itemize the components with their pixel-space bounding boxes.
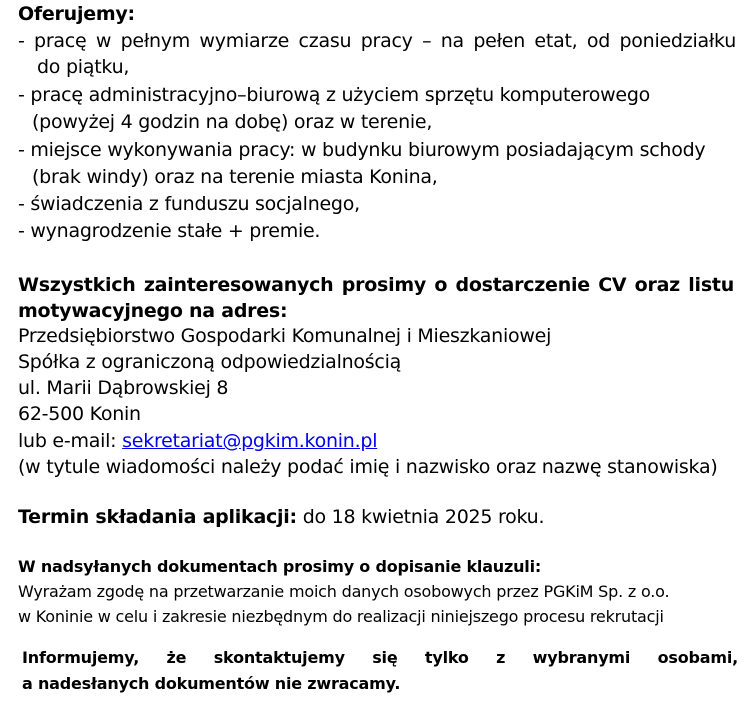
offer-heading: Oferujemy:: [18, 3, 135, 25]
company-name-line-2: Spółka z ograniczoną odpowiedzialnością: [18, 351, 402, 373]
email-line: [18, 428, 377, 454]
email-link[interactable]: sekretariat@pgkim.konin.pl: [122, 430, 378, 452]
offer-item-3-line-1: - miejsce wykonywania pracy: w budynku biurowym posiadającym schody: [18, 139, 706, 161]
offer-item-5: - wynagrodzenie stałe + premie.: [18, 220, 321, 242]
clause-heading: W nadsyłanych dokumentach prosimy o dopisanie klauzuli:: [18, 557, 542, 576]
offer-item-1-line-2: do piątku,: [37, 56, 130, 78]
deadline-label: Termin składania aplikacji:: [18, 506, 297, 528]
email-prefix: lub e-mail:: [18, 430, 123, 452]
deadline-value: do 18 kwietnia 2025 roku.: [296, 506, 545, 528]
company-name-line-1: Przedsiębiorstwo Gospodarki Komunalnej i Mieszkaniowej: [18, 325, 552, 347]
offer-item-3-line-2: (brak windy) oraz na terenie miasta Konina,: [32, 166, 438, 188]
notice-line-1: Informujemy, że skontaktujemy się tylko z wybranymi osobami,: [22, 648, 738, 667]
deadline-line: [18, 504, 544, 530]
subject-note: (w tytule wiadomości należy podać imię i nazwisko oraz nazwę stanowiska): [18, 456, 718, 478]
offer-item-1-line-1: - pracę w pełnym wymiarze czasu pracy – na pełen etat, od poniedziałku: [18, 30, 736, 52]
application-request-line-1: Wszystkich zainteresowanych prosimy o dostarczenie CV oraz listu: [18, 274, 734, 296]
notice-line-2: a nadesłanych dokumentów nie zwracamy.: [22, 674, 401, 693]
application-request-line-2: motywacyjnego na adres:: [18, 300, 288, 322]
offer-item-2-line-1: - pracę administracyjno–biurową z użyciem sprzętu komputerowego: [18, 84, 651, 106]
company-city: 62-500 Konin: [18, 403, 141, 425]
clause-line-1: Wyrażam zgodę na przetwarzanie moich danych osobowych przez PGKiM Sp. z o.o.: [18, 582, 670, 601]
offer-item-2-line-2: (powyżej 4 godzin na dobę) oraz w terenie,: [32, 111, 433, 133]
clause-line-2: w Koninie w celu i zakresie niezbędnym do realizacji niniejszego procesu rekrutacji: [18, 607, 664, 626]
offer-item-4: - świadczenia z funduszu socjalnego,: [18, 193, 360, 215]
company-street: ul. Marii Dąbrowskiej 8: [18, 377, 229, 399]
